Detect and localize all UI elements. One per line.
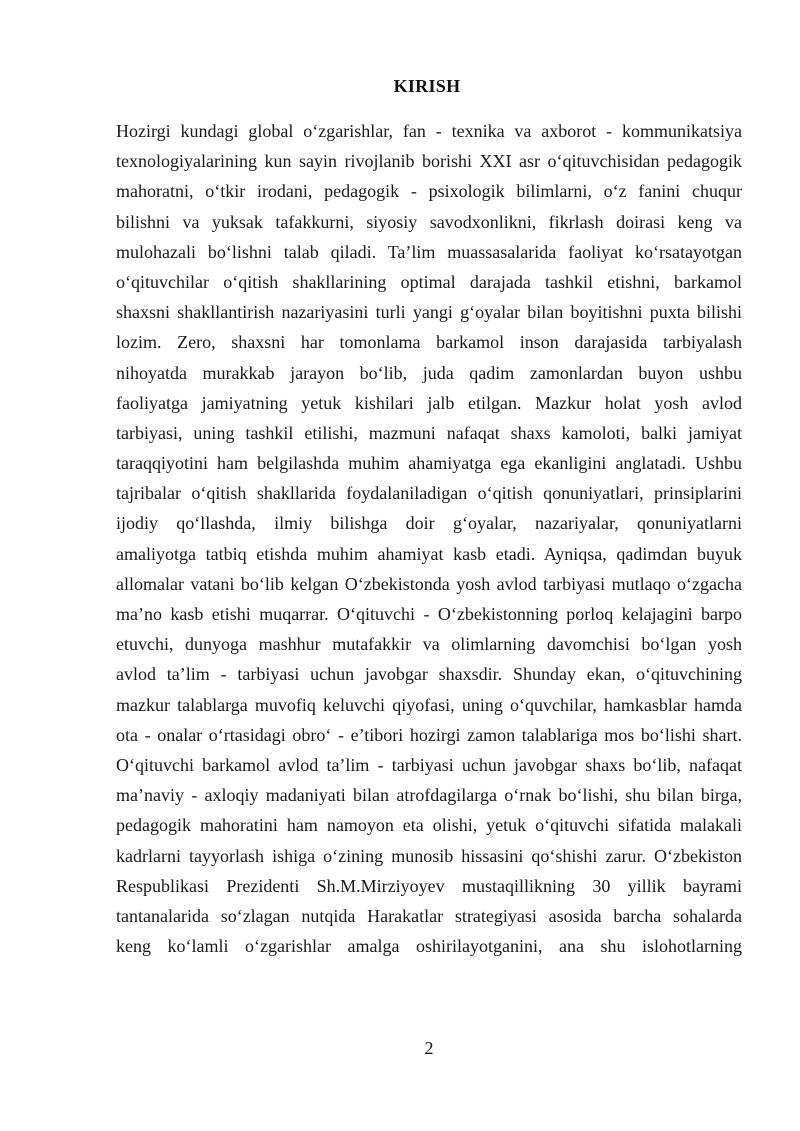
text-line: lozim. Zero, shaxsni har tomonlama barkamol inson darajasida tarbiyalash <box>116 332 742 353</box>
text-line: ma’naviy - axloqiy madaniyati bilan atrofdagilarga o‘rnak bo‘lishi, shu bilan birga, <box>116 785 742 806</box>
text-line: tarbiyasi, uning tashkil etilishi, mazmuni nafaqat shaxs kamoloti, balki jamiyat <box>116 422 742 443</box>
text-line: mazkur talablarga muvofiq keluvchi qiyofasi, uning o‘quvchilar, hamkasblar hamda <box>116 694 742 715</box>
text-line: tajribalar o‘qitish shakllarida foydalaniladigan o‘qitish qonuniyatlari, prinsiplarini <box>116 483 742 504</box>
text-line: texnologiyalarining kun sayin rivojlanib borishi XXI asr o‘qituvchisidan pedagogik <box>116 151 742 172</box>
text-line: pedagogik mahoratini ham namoyon eta olishi, yetuk o‘qituvchi sifatida malakali <box>116 815 742 836</box>
text-line: taraqqiyotini ham belgilashda muhim ahamiyatga ega ekanligini anglatadi. Ushbu <box>116 453 742 474</box>
text-line: ma’no kasb etishi muqarrar. O‘qituvchi - O‘zbekistonning porloq kelajagini barpo <box>116 604 742 624</box>
text-line: Respublikasi Prezidenti Sh.M.Mirziyoyev mustaqillikning 30 yillik bayrami <box>116 875 742 896</box>
text-line: amaliyotga tatbiq etishda muhim ahamiyat kasb etadi. Ayniqsa, qadimdan buyuk <box>116 543 742 564</box>
text-line: O‘qituvchi barkamol avlod ta’lim - tarbiyasi uchun javobgar shaxs bo‘lib, nafaqat <box>116 754 742 775</box>
text-line: Hozirgi kundagi global o‘zgarishlar, fan - texnika va axborot - kommunikatsiya <box>116 121 742 141</box>
text-line: allomalar vatani bo‘lib kelgan O‘zbekistonda yosh avlod tarbiyasi mutlaqo o‘zgacha <box>116 573 742 594</box>
body-paragraph <box>116 116 742 961</box>
text-line: ijodiy qo‘llashda, ilmiy bilishga doir g‘oyalar, nazariyalar, qonuniyatlarni <box>116 513 742 534</box>
text-line: faoliyatga jamiyatning yetuk kishilari jalb etilgan. Mazkur holat yosh avlod <box>116 392 742 413</box>
text-line: mahoratni, o‘tkir irodani, pedagogik - psixologik bilimlarni, o‘z fanini chuqur <box>116 181 742 202</box>
page-title: KIRISH <box>393 76 461 96</box>
text-line: keng ko‘lamli o‘zgarishlar amalga oshirilayotganini, ana shu islohotlarning <box>116 936 742 957</box>
text-line: nihoyatda murakkab jarayon bo‘lib, juda qadim zamonlardan buyon ushbu <box>116 362 742 383</box>
text-line: bilishni va yuksak tafakkurni, siyosiy savodxonlikni, fikrlash doirasi keng va <box>116 211 742 232</box>
text-line: etuvchi, dunyoga mashhur mutafakkir va olimlarning davomchisi bo‘lgan yosh <box>116 634 742 655</box>
text-line: ota - onalar o‘rtasidagi obro‘ - e’tibori hozirgi zamon talablariga mos bo‘lishi shart. <box>116 724 742 745</box>
text-line: mulohazali bo‘lishni talab qiladi. Ta’lim muassasalarida faoliyat ko‘rsatayotgan <box>116 241 742 262</box>
text-line: shaxsni shakllantirish nazariyasini turli yangi g‘oyalar bilan boyitishni puxta bilishi <box>116 302 742 323</box>
text-line: o‘qituvchilar o‘qitish shakllarining optimal darajada tashkil etishni, barkamol <box>116 271 742 292</box>
text-line: tantanalarida so‘zlagan nutqida Harakatlar strategiyasi asosida barcha sohalarda <box>116 905 742 926</box>
page-number: 2 <box>424 1038 434 1058</box>
text-line: avlod ta’lim - tarbiyasi uchun javobgar shaxsdir. Shunday ekan, o‘qituvchining <box>116 664 742 685</box>
text-line: kadrlarni tayyorlash ishiga o‘zining munosib hissasini qo‘shishi zarur. O‘zbekiston <box>116 845 742 866</box>
